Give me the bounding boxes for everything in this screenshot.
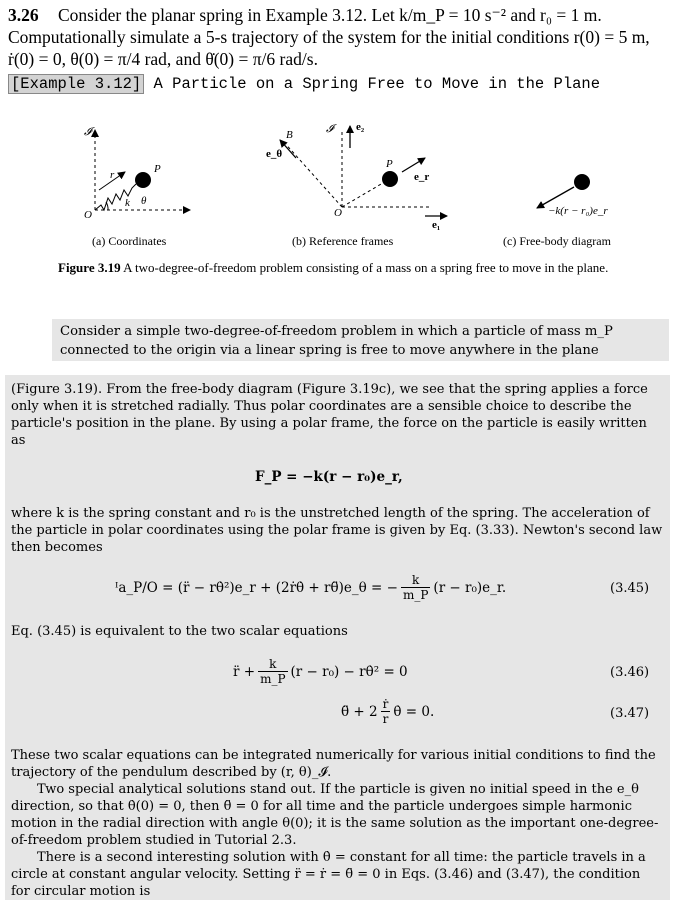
panel-c-caption: (c) Free-body diagram: [503, 234, 611, 248]
eq345-right: (r − r₀)e_r.: [433, 579, 507, 596]
eq345-number: (3.45): [610, 581, 650, 596]
eq345-frac-num: k: [412, 573, 420, 587]
eq347-right: θ̇ = 0.: [393, 703, 435, 720]
paragraph-6: There is a second interesting solution with θ̇ = constant for all time: the particle travels in a circle at constant angular velocity. Setting r̈ = ṙ = θ̈ = 0 in Eqs. (3.46) and (3.47), the condition for circular motion is: [11, 850, 646, 899]
panel-b-e2-label: e₂: [356, 121, 365, 133]
particle-c: [574, 174, 590, 190]
panel-a-caption: (a) Coordinates: [92, 234, 167, 248]
panel-b-e-theta-label: e_θ: [266, 148, 283, 160]
eq347-frac-num: ṙ: [382, 697, 389, 711]
panel-a-origin-label: O: [84, 209, 92, 221]
figure-caption-label: Figure 3.19: [58, 260, 121, 275]
equation-3-46: [233, 657, 408, 686]
eq346-left: r̈ +: [233, 663, 256, 680]
eq345-frac-den: m_P: [402, 588, 429, 602]
e-theta-arrow: [280, 140, 296, 158]
eq345-left: ᴵa_P/O = (r̈ − rθ̇²)e_r + (2ṙθ̇ + rθ̈)e_θ = −: [115, 579, 398, 596]
panel-a-axis-I-label: 𝓘: [84, 126, 92, 138]
paragraph-4: These two scalar equations can be integrated numerically for various initial conditions to find the trajectory of the pendulum described by (r, θ)_𝓘.: [11, 748, 656, 780]
particle-a: [135, 172, 151, 188]
panel-a-k-label: k: [125, 197, 130, 209]
e-r-arrow: [402, 158, 425, 172]
eq346-right: (r − r₀) − rθ̇² = 0: [290, 663, 408, 680]
panel-b-reference-frames: [266, 121, 447, 231]
equation-3-45: [115, 573, 506, 602]
theta-arc: [106, 202, 108, 210]
particle-b: [382, 171, 398, 187]
panel-b-B-axis: [282, 140, 342, 207]
panel-c-force-label: −k(r − r₀)e_r: [548, 205, 608, 217]
panel-b-axis-I-label: 𝓘: [326, 123, 334, 135]
panel-a-r-label: r: [110, 169, 115, 181]
figure-caption: [58, 260, 663, 276]
panel-b-axis-B-label: B: [286, 129, 293, 141]
eq347-left: θ̈ + 2: [341, 703, 378, 720]
panel-a-point-P-label: P: [154, 163, 161, 175]
paragraph-1: (Figure 3.19). From the free-body diagram (Figure 3.19c), we see that the spring applies a force only when it is stretched radially. Thus polar coordinates are a sensible choice to describe the particle's position in the plane. By using a polar frame, the force on the particle is easily written as: [11, 382, 648, 448]
panel-a-theta-label: θ: [141, 195, 147, 207]
eq347-frac-den: r: [382, 712, 389, 726]
panel-b-origin-label: O: [334, 207, 342, 219]
equation-force: F_P = −k(r − r₀)e_r,: [255, 469, 403, 485]
eq347-number: (3.47): [610, 706, 650, 721]
paragraph-2: where k is the spring constant and r₀ is the unstretched length of the spring. The acceleration of the particle in polar coordinates using the polar frame is given by Eq. (3.33). Newton's second law then becomes: [11, 506, 663, 555]
example-tag: [Example 3.12]: [8, 74, 144, 94]
eq346-frac-num: k: [269, 657, 277, 671]
paragraph-3: Eq. (3.45) is equivalent to the two scalar equations: [11, 624, 348, 639]
panel-b-radial-line: [342, 180, 388, 207]
panel-a-coordinates: [84, 126, 190, 221]
panel-b-e-r-label: e_r: [414, 171, 430, 183]
panel-b-point-P-label: P: [386, 158, 393, 170]
intro-paragraph: Consider a simple two-degree-of-freedom problem in which a particle of mass m_P connected to the origin via a linear spring is free to move anywhere in the plane: [52, 319, 669, 361]
panel-c-free-body: [537, 174, 608, 217]
example-heading: [8, 75, 600, 93]
eq346-frac-den: m_P: [260, 672, 286, 686]
eq347-fraction: [381, 697, 391, 726]
paragraph-5: Two special analytical solutions stand out. If the particle is given no initial speed in the e_θ direction, so that θ̇(0) = 0, then θ̈ = 0 for all time and the particle undergoes simple harmonic motion in the radial direction with angle θ(0); it is the same solution as the important one-degree-of-freedom problem studied in Tutorial 2.3.: [11, 782, 659, 848]
problem-number: 3.26: [8, 5, 39, 25]
problem-text: Consider the planar spring in Example 3.12. Let k/m_P = 10 s⁻² and r₀ = 1 m. Computationally simulate a 5-s trajectory of the system for the initial conditions r(0) = 5 m, ṙ(0) = 0, θ(0) = π/4 rad, and θ̇(0) = π/6 rad/s.: [8, 5, 650, 69]
equation-3-47: [341, 697, 434, 726]
main-text-block: [5, 375, 670, 900]
figure-3-19: [0, 112, 675, 252]
eq346-number: (3.46): [610, 665, 650, 680]
problem-statement: [8, 4, 668, 70]
eq346-fraction: [258, 657, 287, 686]
example-title: A Particle on a Spring Free to Move in the Plane: [153, 75, 601, 93]
figure-caption-text: A two-degree-of-freedom problem consisting of a mass on a spring free to move in the plane.: [123, 260, 609, 275]
panel-b-caption: (b) Reference frames: [292, 234, 394, 248]
eq345-fraction: [401, 573, 430, 602]
panel-b-e1-label: e₁: [432, 219, 441, 231]
